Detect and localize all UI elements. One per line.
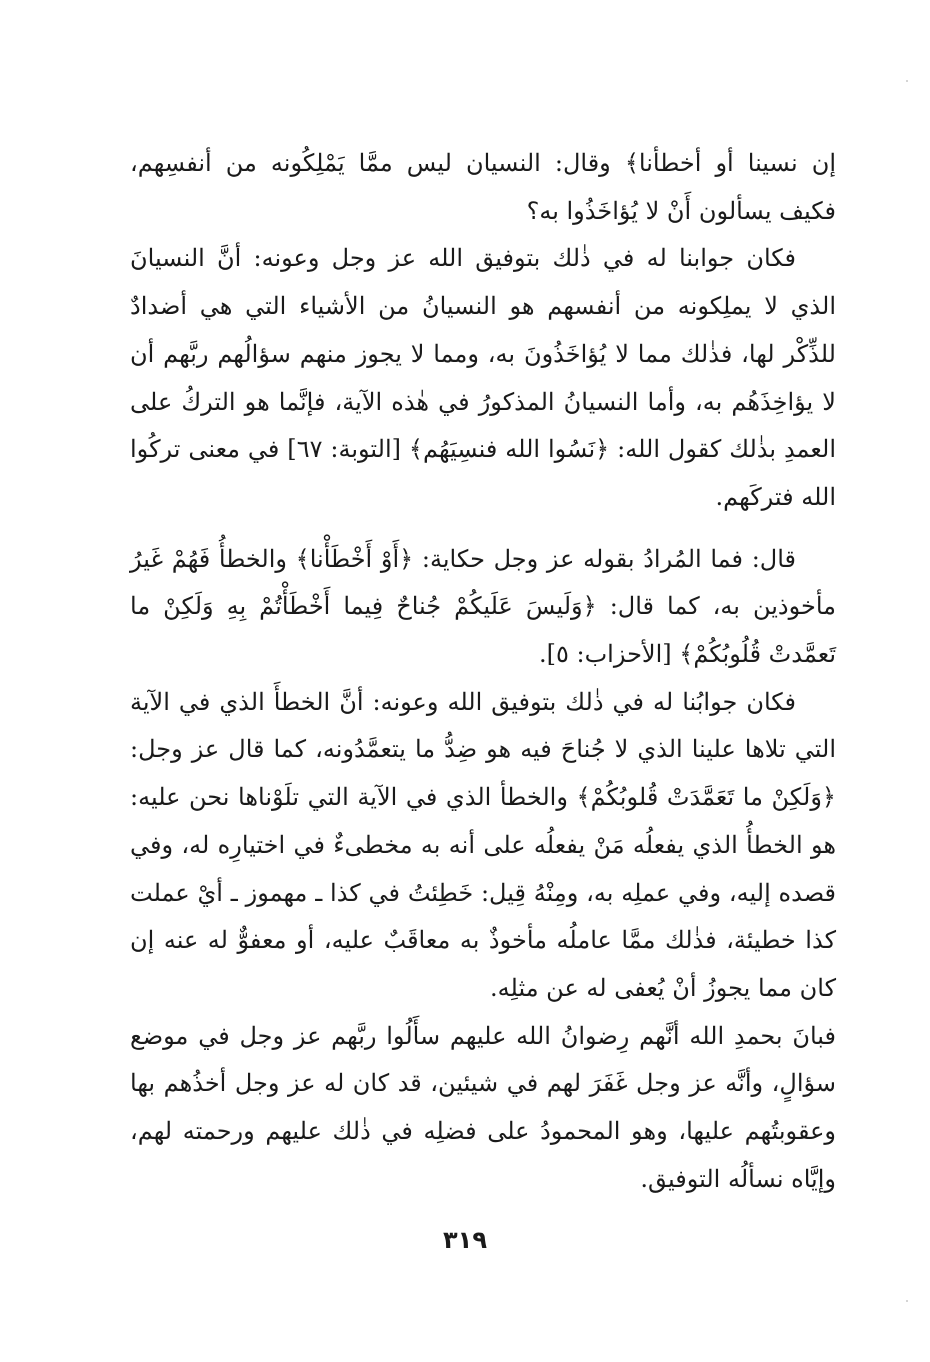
paragraph-answer-mistake: فكان جوابُنا له في ذٰلك بتوفيق الله وعونه: أنَّ الخطأَ الذي في الآية التي تلاها علينا الذي لا جُناحَ فيه هو ضِدُّ ما يتعمَّدُونه، كما قال عز وجل: ﴿وَلَكِنْ ما تَعَمَّدَتْ قُلوبُكُمْ﴾ والخطأ الذي في الآية التي تلَوْناها نحن عليه: هو الخطأُ الذي يفعلُه مَنْ يفعلُه على أنه به مخطىءٌ في اختيارِه له، وفي قصده إليه، وفي عملِه به، ومِنْهُ قِيل: خَطِئتُ في كذا ـ مهموز ـ أيْ عملت كذا خطيئة، فذٰلك ممَّا عاملُه مأخوذٌ به معاقَبٌ عليه، أو معفوٌّ له عنه إن كان مما يجوزُ أنْ يُعفى له عن مثلِه. — [130, 687, 836, 1002]
scan-speck — [906, 80, 908, 82]
paragraph-conclusion: فبانَ بحمدِ الله أنَّهم رِضوانُ الله عليهم سأَلُوا ربَّهم عز وجل في موضع سؤالٍ، وأنَّه عز وجل غَفَرَ لهم في شيئين، قد كان له عز وجل أخذُهم بها وعقوبتُهم عليها، وهو المحمودُ على فضلِه في ذٰلك عليهم ورحمته لهم، وإيَّاه نسألُه التوفيق. — [130, 1021, 836, 1193]
body-text — [130, 140, 836, 1203]
paragraph-answer-forgetting: فكان جوابنا له في ذٰلك بتوفيق الله عز وجل وعونه: أنَّ النسيانَ الذي لا يملِكونه من أنفسهم هو النسيانُ من الأشياء التي هي أضدادٌ للذِّكْر لها، فذٰلك مما لا يُؤاخَذُونَ به، ومما لا يجوز منهم سؤالُهم ربَّهم أن لا يؤاخِذَهُم به، وأما النسيانُ المذكورُ في هٰذه الآية، فإنَّما هو التركُ على العمدِ بذٰلك كقول الله: ﴿نَسُوا الله فنسِيَهُم﴾ [التوبة: ٦٧] في معنى تركُوا الله فتركَهم. — [130, 244, 836, 511]
paragraph-question-mistake: قال: فما المُرادُ بقوله عز وجل حكاية: ﴿أَوْ أَخْطَأْنا﴾ والخطأُ فَهُمْ غَيرُ مأخوذين به، كما قال: ﴿وَلَيسَ عَلَيكُمْ جُناحٌ فِيما أَخْطَأْتُمْ بِهِ وَلَكِنْ ما تَعمَّدتْ قُلُوبُكُمْ﴾ [الأحزاب: ٥]. — [130, 544, 836, 669]
page-number: ٣١٩ — [443, 1226, 487, 1254]
scan-speck — [906, 1300, 908, 1302]
paragraph-continuation: إن نسينا أو أخطأنا﴾ وقال: النسيان ليس ممَّا يَمْلِكُونه من أنفسِهم، فكيف يسألون أَنْ لا يُؤاخَذُوا به؟ — [130, 149, 836, 225]
